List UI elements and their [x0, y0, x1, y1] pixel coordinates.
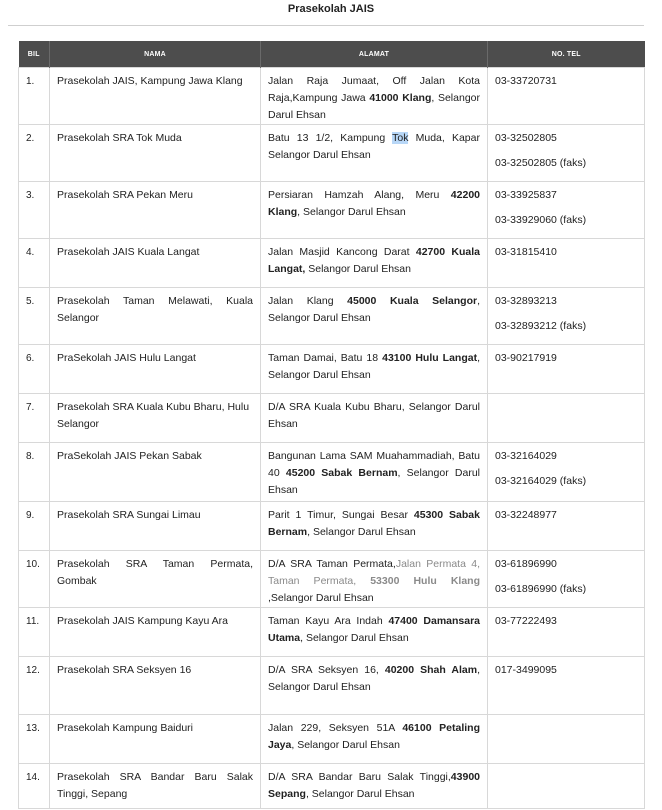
address-segment: , Selangor Darul Ehsan	[291, 739, 400, 751]
address-segment: 42700 Kuala Langat,	[268, 246, 480, 275]
address-segment: 42200 Klang	[268, 189, 480, 218]
table-row	[19, 239, 645, 288]
phone-number: 03-32164029	[495, 450, 557, 462]
cell-nama: Prasekolah SRA Taman Permata, Gombak	[50, 551, 261, 608]
address-segment: Taman Kayu Ara Indah	[268, 615, 389, 627]
address-segment: 41000 Klang	[369, 92, 432, 104]
address-segment: D/A SRA Kuala Kubu Bharu, Selangor Darul Ehsan	[268, 401, 480, 430]
cell-alamat	[261, 764, 488, 809]
selected-text: Tok	[392, 132, 409, 144]
address-segment: 53300 Hulu Klang	[370, 575, 481, 587]
cell-tel	[488, 182, 645, 239]
address-segment: Jalan Raja Jumaat, Off Jalan Kota Raja,Kampung Jawa	[268, 75, 480, 104]
table-row	[19, 68, 645, 125]
cell-tel	[488, 443, 645, 502]
phone-number: 03-32893212 (faks)	[495, 320, 587, 332]
header-bil: BIL	[19, 41, 50, 68]
cell-nama: Prasekolah Taman Melawati, Kuala Selangor	[50, 288, 261, 345]
address-segment: 46100 Petaling Jaya	[268, 722, 480, 751]
phone-number: 03-32248977	[495, 509, 557, 521]
phone-number: 03-61896990	[495, 558, 557, 570]
row-number: 11.	[26, 616, 40, 627]
phone-number: 03-32893213	[495, 295, 557, 307]
cell-alamat	[261, 394, 488, 443]
address-segment: , Selangor Darul Ehsan	[268, 664, 480, 693]
address-segment: Parit 1 Timur, Sungai Besar	[268, 509, 414, 521]
table-row	[19, 125, 645, 182]
table-row	[19, 345, 645, 394]
row-number: 13.	[26, 723, 40, 734]
cell-nama: PraSekolah JAIS Pekan Sabak	[50, 443, 261, 502]
row-number: 1.	[26, 76, 35, 87]
cell-nama: Prasekolah SRA Sungai Limau	[50, 502, 261, 551]
cell-bil	[19, 715, 50, 764]
address-segment: Persiaran Hamzah Alang, Meru	[268, 189, 451, 201]
table-row	[19, 657, 645, 715]
address-segment: Batu 13 1/2, Kampung	[268, 132, 393, 144]
phone-number: 03-90217919	[495, 352, 557, 364]
table-row	[19, 394, 645, 443]
table-row	[19, 443, 645, 502]
cell-nama: Prasekolah JAIS, Kampung Jawa Klang	[50, 68, 261, 125]
cell-alamat	[261, 551, 488, 608]
table-body	[19, 68, 645, 809]
row-number: 14.	[26, 772, 40, 783]
address-segment: , Selangor Darul Ehsan	[307, 526, 416, 538]
address-segment: , Selangor Darul Ehsan	[297, 206, 406, 218]
cell-alamat	[261, 125, 488, 182]
cell-bil	[19, 68, 50, 125]
cell-nama: Prasekolah SRA Bandar Baru Salak Tinggi, Sepang	[50, 764, 261, 809]
cell-tel	[488, 239, 645, 288]
cell-tel	[488, 288, 645, 345]
row-number: 8.	[26, 451, 35, 462]
cell-alamat	[261, 608, 488, 657]
row-number: 6.	[26, 353, 35, 364]
address-segment: 47400 Damansara Utama	[268, 615, 481, 644]
address-segment: , Selangor Darul Ehsan	[268, 295, 480, 324]
address-segment: Jalan Masjid Kancong Darat	[268, 246, 416, 258]
phone-number: 03-32164029 (faks)	[495, 475, 587, 487]
header-nama: NAMA	[50, 41, 261, 68]
cell-tel	[488, 125, 645, 182]
cell-alamat	[261, 715, 488, 764]
cell-alamat	[261, 288, 488, 345]
table-row	[19, 551, 645, 608]
address-segment: D/A SRA Seksyen 16,	[268, 664, 385, 676]
table-row	[19, 715, 645, 764]
cell-tel	[488, 715, 645, 764]
phone-number: 03-33720731	[495, 75, 557, 87]
cell-alamat	[261, 657, 488, 715]
table-row	[19, 182, 645, 239]
row-number: 4.	[26, 247, 35, 258]
cell-bil	[19, 239, 50, 288]
table-row	[19, 608, 645, 657]
cell-nama: Prasekolah SRA Kuala Kubu Bharu, Hulu Selangor	[50, 394, 261, 443]
phone-number: 03-61896990 (faks)	[495, 583, 587, 595]
address-segment: Jalan Klang	[268, 295, 348, 307]
cell-bil	[19, 608, 50, 657]
cell-alamat	[261, 182, 488, 239]
cell-nama: Prasekolah SRA Seksyen 16	[50, 657, 261, 715]
phone-number: 03-32502805	[495, 132, 557, 144]
address-segment: 43900 Sepang	[268, 771, 480, 800]
address-segment: 40200 Shah Alam	[384, 664, 478, 676]
cell-bil	[19, 764, 50, 809]
cell-bil	[19, 443, 50, 502]
address-segment: , Selangor Darul Ehsan	[268, 352, 480, 381]
address-segment: , Selangor Darul Ehsan	[300, 632, 409, 644]
address-segment: Taman Damai, Batu 18	[268, 352, 383, 364]
row-number: 2.	[26, 133, 35, 144]
cell-bil	[19, 288, 50, 345]
phone-number: 017-3499095	[495, 664, 557, 676]
cell-alamat	[261, 443, 488, 502]
cell-bil	[19, 394, 50, 443]
phone-number: 03-31815410	[495, 246, 557, 258]
cell-tel	[488, 764, 645, 809]
cell-bil	[19, 182, 50, 239]
address-segment: D/A SRA Taman Permata,	[268, 558, 396, 570]
cell-nama: Prasekolah JAIS Kuala Langat	[50, 239, 261, 288]
row-number: 3.	[26, 190, 35, 201]
address-segment: 45300 Sabak Bernam	[268, 509, 480, 538]
cell-bil	[19, 345, 50, 394]
address-segment: , Selangor Darul Ehsan	[268, 467, 480, 496]
table-row	[19, 764, 645, 809]
address-segment: Bangunan Lama SAM Muahammadiah, Batu 40	[268, 450, 480, 479]
address-segment: , Selangor Darul Ehsan	[305, 788, 415, 800]
cell-bil	[19, 125, 50, 182]
cell-bil	[19, 502, 50, 551]
address-segment: Jalan Permata 4, Taman Permata,	[268, 558, 480, 587]
row-number: 10.	[26, 559, 40, 570]
prasekolah-table	[18, 41, 645, 809]
cell-bil	[19, 657, 50, 715]
address-segment: 45200 Sabak Bernam	[285, 467, 398, 479]
table-row	[19, 502, 645, 551]
header-alamat: ALAMAT	[261, 41, 488, 68]
cell-nama: Prasekolah Kampung Baiduri	[50, 715, 261, 764]
row-number: 5.	[26, 296, 35, 307]
cell-alamat	[261, 502, 488, 551]
page-title: Prasekolah JAIS	[287, 3, 375, 15]
cell-nama: Prasekolah SRA Tok Muda	[50, 125, 261, 182]
cell-tel	[488, 394, 645, 443]
cell-nama: PraSekolah JAIS Hulu Langat	[50, 345, 261, 394]
cell-alamat	[261, 68, 488, 125]
cell-nama: Prasekolah JAIS Kampung Kayu Ara	[50, 608, 261, 657]
address-segment: , Selangor Darul Ehsan	[268, 92, 480, 121]
table-header	[19, 41, 645, 68]
cell-nama: Prasekolah SRA Pekan Meru	[50, 182, 261, 239]
header-tel: NO. TEL	[488, 41, 645, 68]
cell-tel	[488, 551, 645, 608]
address-segment: 45000 Kuala Selangor	[347, 295, 478, 307]
address-segment: ,Selangor Darul Ehsan	[268, 592, 374, 604]
cell-alamat	[261, 239, 488, 288]
phone-number: 03-33925837	[495, 189, 557, 201]
address-segment: D/A SRA Bandar Baru Salak Tinggi,	[268, 771, 451, 783]
row-number: 9.	[26, 510, 35, 521]
phone-number: 03-33929060 (faks)	[495, 214, 587, 226]
address-segment: Selangor Darul Ehsan	[305, 263, 411, 275]
address-segment: Jalan 229, Seksyen 51A	[268, 722, 403, 734]
cell-tel	[488, 68, 645, 125]
row-number: 12.	[26, 665, 40, 676]
address-segment: 43100 Hulu Langat	[382, 352, 478, 364]
phone-number: 03-77222493	[495, 615, 557, 627]
phone-number: 03-32502805 (faks)	[495, 157, 587, 169]
cell-tel	[488, 502, 645, 551]
cell-alamat	[261, 345, 488, 394]
cell-tel	[488, 608, 645, 657]
row-number: 7.	[26, 402, 35, 413]
cell-tel	[488, 345, 645, 394]
cell-tel	[488, 657, 645, 715]
table-row	[19, 288, 645, 345]
title-divider	[8, 25, 644, 26]
cell-bil	[19, 551, 50, 608]
address-segment: Muda, Kapar Selangor Darul Ehsan	[268, 132, 480, 161]
